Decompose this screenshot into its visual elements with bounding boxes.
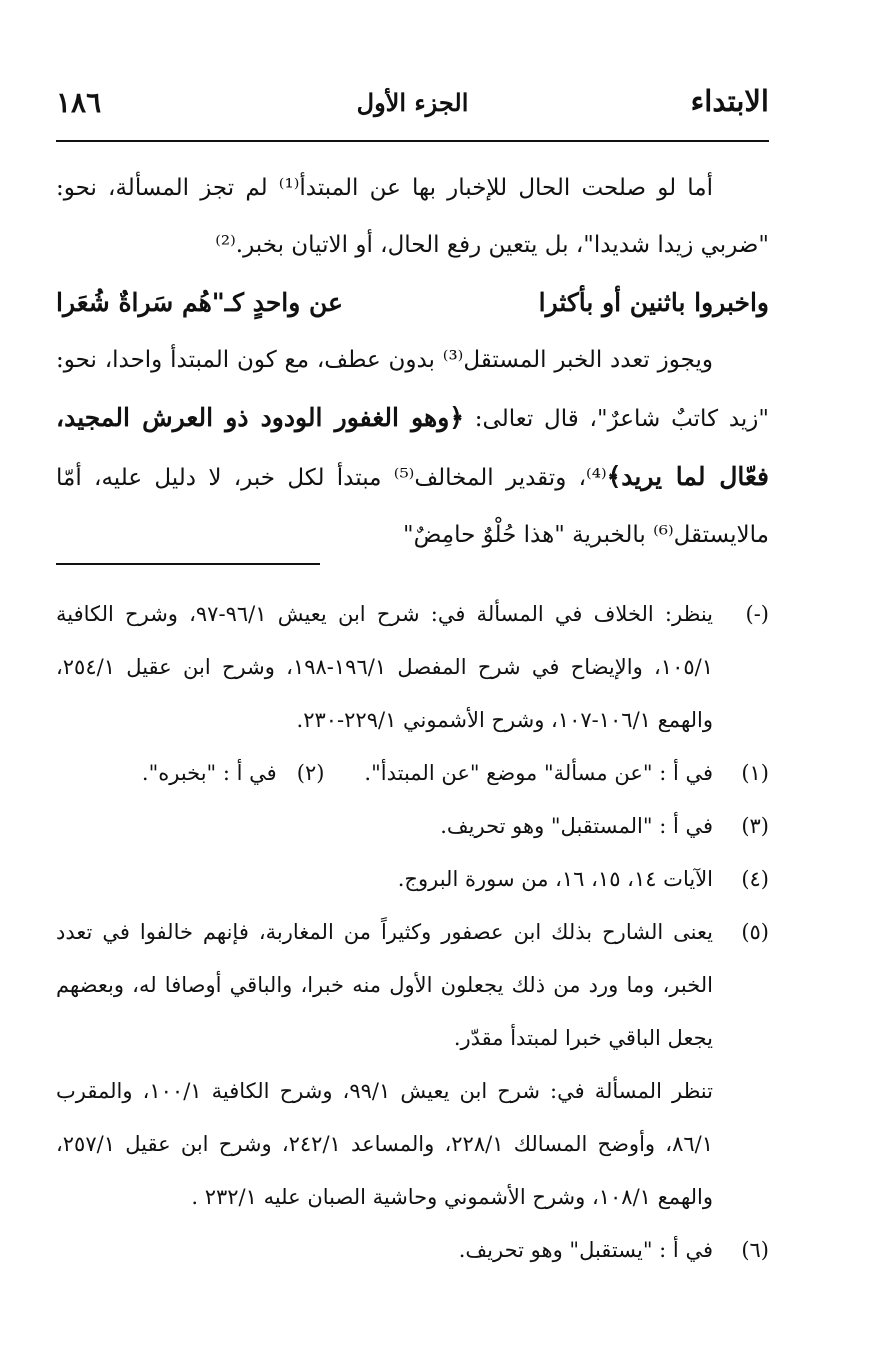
footnote-item	[56, 800, 769, 853]
footnote-mark: (-)	[745, 602, 769, 626]
footnote-mark: (٣)	[741, 814, 769, 838]
footnote-item	[56, 853, 769, 906]
footnote-separator	[56, 563, 320, 565]
footnote-text: في أ : "المستقبل" وهو تحريف.	[440, 814, 713, 838]
footnote-mark: (٥)	[741, 920, 769, 944]
footnote-mark: (٦)	[741, 1238, 769, 1262]
footnote-item	[56, 747, 769, 800]
part-title: الجزء الأول	[356, 88, 469, 117]
footnote-text: الآيات ١٤، ١٥، ١٦، من سورة البروج.	[397, 867, 713, 891]
footnotes	[56, 588, 769, 1277]
paragraph-1: أما لو صلحت الحال للإخبار بها عن المبتدأ⁽¹⁾ لم تجز المسألة، نحو: "ضربي زيدا شديدا"، بل يتعين رفع الحال، أو الاتيان بخبر.⁽²⁾	[56, 175, 769, 258]
page-number: ١٨٦	[56, 86, 102, 119]
main-text	[56, 160, 769, 564]
footnote-item	[56, 906, 769, 1065]
paragraph-2	[56, 332, 769, 564]
poem-verse	[56, 274, 769, 332]
footnote-text: في أ : "يستقبل" وهو تحريف.	[458, 1238, 713, 1262]
paragraph-2-end: ⁽⁴⁾، وتقدير المخالف⁽⁵⁾ مبتدأ لكل خبر، لا دليل عليه، أمّا مالايستقل⁽⁶⁾ بالخبرية "هذا حُلْوٌ حامِضٌ"	[56, 465, 769, 548]
footnote-text: يعنى الشارح بذلك ابن عصفور وكثيراً من المغاربة، فإنهم خالفوا في تعدد الخبر، وما ورد من ذلك يجعلون الأول منه خبرا، والباقي أوصافا له، وبعضهم يجعل الباقي خبرا لمبتدأ مقدّر.	[56, 920, 713, 1050]
header-rule	[56, 140, 769, 142]
footnote-text: في أ : "عن مسألة" موضع "عن المبتدأ".	[364, 761, 713, 785]
footnote-item	[56, 1224, 769, 1277]
quran-quote: ﴿وهو الغفور الودود ذو العرش المجيد، فعّال لما يريد﴾	[56, 403, 769, 491]
footnote-continuation: تنظر المسألة في: شرح ابن يعيش ٩٩/١، وشرح الكافية ١٠٠/١، والمقرب ٨٦/١، وأوضح المسالك ٢٢٨/١، والمساعد ٢٤٢/١، وشرح ابن عقيل ٢٥٧/١، والهمع ١٠٨/١، وشرح الأشموني وحاشية الصبان عليه ٢٣٢/١ .	[56, 1079, 713, 1209]
paragraph-2-start: ويجوز تعدد الخبر المستقل⁽³⁾ بدون عطف، مع كون المبتدأ واحدا، نحو: "زيد كاتبٌ شاعرٌ"، قال تعالى:	[56, 347, 769, 432]
verse-hemistich-second: عن واحدٍ كـ"هُم سَراةٌ شُعَرا	[56, 288, 343, 317]
footnote-mark-2: (٢)	[296, 761, 325, 785]
page-header	[56, 84, 769, 132]
verse-hemistich-first: واخبروا باثنين أو بأكثرا	[538, 288, 769, 317]
footnote-mark: (٤)	[741, 867, 769, 891]
footnote-mark: (١)	[741, 761, 769, 785]
footnote-text-2: في أ : "بخبره".	[141, 761, 277, 785]
footnote-item	[56, 588, 769, 747]
footnote-text: ينظر: الخلاف في المسألة في: شرح ابن يعيش ٩٦/١-٩٧، وشرح الكافية ١٠٥/١، والإيضاح في شرح المفصل ١٩٦/١-١٩٨، وشرح ابن عقيل ٢٥٤/١، والهمع ١٠٦/١-١٠٧، وشرح الأشموني ٢٢٩/١-٢٣٠.	[56, 602, 713, 732]
section-title: الابتداء	[690, 84, 769, 118]
